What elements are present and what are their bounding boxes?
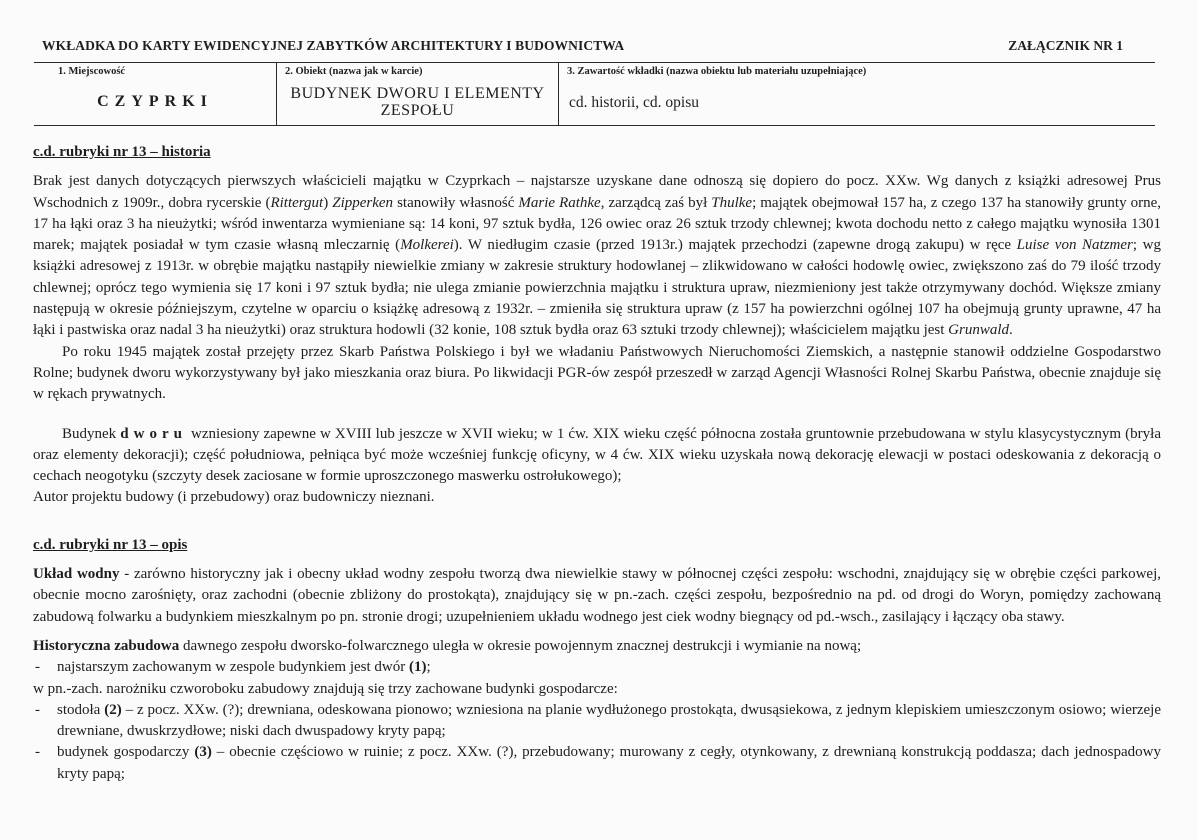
- water-system-paragraph: Układ wodny - zarówno historyczny jak i obecny układ wodny zespołu tworzą dwa niewielkie stawy w północnej części zespołu: wschodni, znajdujący się w obrębie części parkowej, obecnie mocno zarośnięty, oraz zachodni (obecnie zbliżony do prostokąta), znajdujący się w pn.-zach. części zespołu, bezpośrednio na pd. od drogi do Woryn, pomiędzy zachowaną zabudową folwarku a budynkiem mieszkalnym po pn. stronie drogi; uzupełnieniem układu wodnego jest ciek wodny biegnący od pd.-wsch., zasilający i łączący oba stawy.: [33, 566, 1161, 625]
- form-header-table: [34, 62, 1155, 126]
- list-item: - najstarszym zachowanym w zespole budynkiem jest dwór (1);: [33, 657, 1161, 678]
- annex-label: ZAŁĄCZNIK NR 1: [1008, 38, 1123, 53]
- object-cell: [276, 63, 558, 125]
- historic-buildings-paragraph: Historyczna zabudowa dawnego zespołu dworsko-folwarcznego uległa w okresie powojennym znacznej destrukcji i wymianie na nową;: [33, 637, 862, 654]
- locality-label: 1. Miejscowość: [58, 66, 126, 77]
- list-item: - stodoła (2) – z pocz. XXw. (?); drewniana, odeskowana pionowo; wzniesiona na planie wydłużonego prostokąta, dwusąsiekowa, z jednym klepiskiem umieszczonym osiowo; wierzeje drewniane, dwuskrzydłowe; niski dach dwuspadowy kryty papą;: [33, 700, 1161, 743]
- contents-label: 3. Zawartość wkładki (nazwa obiektu lub materiału uzupełniające): [567, 66, 867, 77]
- buildings-list-2: [33, 700, 1161, 785]
- object-value: BUDYNEK DWORU I ELEMENTY ZESPOŁU: [290, 85, 545, 119]
- description-heading: c.d. rubryki nr 13 – opis: [33, 536, 188, 553]
- contents-value: cd. historii, cd. opisu: [569, 93, 700, 111]
- document-title: WKŁADKA DO KARTY EWIDENCYJNEJ ZABYTKÓW ARCHITEKTURY I BUDOWNICTWA: [42, 38, 625, 53]
- buildings-list-1: [33, 657, 1161, 678]
- contents-cell: [558, 63, 1155, 125]
- locality-value: CZYPRKI: [97, 92, 213, 110]
- history-paragraph-2: Po roku 1945 majątek został przejęty przez Skarb Państwa Polskiego i był we władaniu Państwowych Nieruchomości Ziemskich, a następnie stanowił oddzielne Gospodarstwo Rolne; budynek dworu wykorzystywany był jako mieszkania oraz biura. Po likwidacji PGR-ów zespół przeszedł w zarząd Agencji Własności Rolnej Skarbu Państwa, obecnie znajduje się w rękach prywatnych.: [33, 343, 1161, 403]
- list-item: - budynek gospodarczy (3) – obecnie częściowo w ruinie; z pocz. XXw. (?), przebudowany; murowany z cegły, otynkowany, z drewnianą konstrukcją poddasza; dach jednospadowy kryty papą;: [33, 742, 1161, 785]
- corner-buildings-text: w pn.-zach. narożniku czworoboku zabudowy znajdują się trzy zachowane budynki gospodarcze:: [33, 680, 618, 697]
- object-label: 2. Obiekt (nazwa jak w karcie): [285, 66, 423, 77]
- history-paragraph-4: Autor projektu budowy (i przebudowy) oraz budowniczy nieznani.: [33, 489, 435, 506]
- history-paragraph-3: Budynek dworu wzniesiony zapewne w XVIII lub jeszcze w XVII wieku; w 1 ćw. XIX wieku część północna została gruntownie przebudowana w stylu klasycystycznym (bryła oraz elementy dekoracji); część południowa, pełniąca być może wcześniej funkcję oficyny, w 4 ćw. XIX wieku uzyskała nową dekorację elewacji w postaci odeskowania z dekoracją o cechach neogotyku (szczyty desek zaciosane w formie uproszczonego maswerku ostrołukowego);: [33, 425, 1161, 485]
- history-paragraph-1: Brak jest danych dotyczących pierwszych właścicieli majątku w Czyprkach – najstarsze uzyskane dane odnoszą się dopiero do pocz. XXw. Wg danych z książki adresowej Prus Wschodnich z 1909r., dobra rycerskie (Rittergut) Zipperken stanowiły własność Marie Rathke, zarządcą zaś był Thulke; majątek obejmował 157 ha, z czego 137 ha stanowiły grunty orne, 17 ha łąki oraz 3 ha nieużytki; wśród inwentarza wymieniane są: 14 koni, 97 sztuk bydła, 126 owiec oraz 26 sztuk trzody chlewnej; kwota dochodu netto z całego majątku wynosiła 1301 marek; majątek posiadał w tym czasie własną mleczarnię (Molkerei). W niedługim czasie (przed 1913r.) majątek przechodzi (zapewne drogą zakupu) w ręce Luise von Natzmer; wg książki adresowej z 1913r. w obrębie majątku nastąpiły niewielkie zmiany w zakresie struktury hodowlanej – zlikwidowano w całości hodowlę owiec, zwiększono zaś do 79 ilość trzody chlewnej; oprócz tego wymienia się 17 koni i 97 sztuk bydła; nie ulega zmianie powierzchnia majątku i struktura upraw, niezmieniony jest także otrzymywany dochód. Większe zmiany następują w okresie późniejszym, czytelne w oparciu o książkę adresową z 1932r. – zmieniła się struktura upraw (z 157 ha powierzchni ogólnej 107 ha obejmują grunty uprawne, 47 ha łąki i pastwiska oraz nadal 3 ha nieużytki) oraz struktura hodowli (32 konie, 108 sztuk bydła oraz 63 sztuki trzody chlewnej); właścicielem majątku jest Grunwald.: [33, 173, 1162, 339]
- locality-cell: [34, 63, 276, 125]
- document-body: [33, 142, 1161, 785]
- history-heading: c.d. rubryki nr 13 – historia: [33, 144, 211, 160]
